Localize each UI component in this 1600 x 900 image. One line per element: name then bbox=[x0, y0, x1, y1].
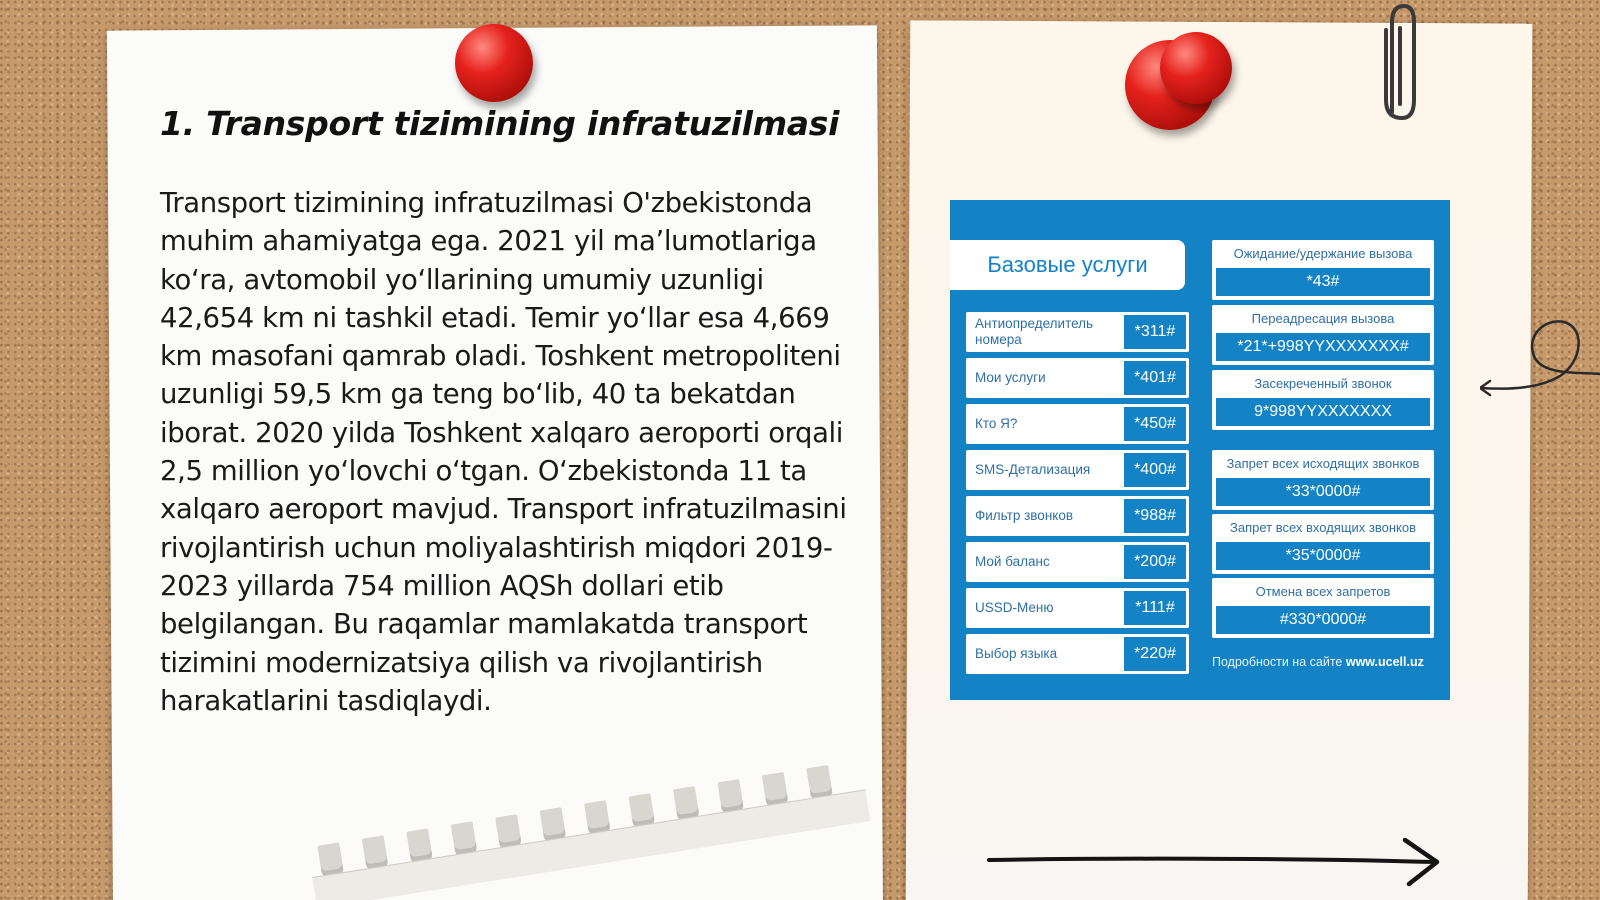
service-row bbox=[966, 634, 1189, 674]
option-block bbox=[1212, 450, 1434, 510]
option-block bbox=[1212, 370, 1434, 430]
service-code: *311# bbox=[1124, 315, 1186, 349]
option-label: Отмена всех запретов bbox=[1255, 584, 1391, 599]
option-block bbox=[1212, 578, 1434, 638]
service-code: *400# bbox=[1124, 453, 1186, 487]
service-row bbox=[966, 450, 1189, 490]
service-row bbox=[966, 358, 1189, 398]
service-code: *988# bbox=[1124, 499, 1186, 533]
card-footer bbox=[1212, 655, 1442, 675]
option-code: *43# bbox=[1216, 268, 1430, 296]
slide-paragraph: Transport tizimining infratuzilmasi O'zbekistonda muhim ahamiyatga ega. 2021 yil ma’lumotlariga ko‘ra, avtomobil yo‘llarining umumiy uzunligi 42,654 km ni tashkil etadi. Temir yo‘llar esa 4,669 km masofani qamrab oladi. Toshkent metropoliteni uzunligi 59,5 km ga teng bo‘lib, 40 ta bekatdan iborat. 2020 yilda Toshkent xalqaro aeroporti orqali 2,5 million yo‘lovchi o‘tgan. O‘zbekistonda 11 ta xalqaro aeroport mavjud. Transport infratuzilmasini rivojlantirish uchun moliyalashtirish miqdori 2019-2023 yillarda 754 million AQSh dollari etib belgilangan. Bu raqamlar mamlakatda transport tizimini modernizatsiya qilish va rivojlantirish harakatlarini tasdiqlaydi. bbox=[160, 187, 847, 717]
services-card bbox=[950, 200, 1450, 700]
service-row bbox=[966, 312, 1189, 352]
service-code: *111# bbox=[1124, 591, 1186, 625]
option-label: Переадресация вызова bbox=[1251, 311, 1395, 326]
option-label: Запрет всех исходящих звонков bbox=[1226, 456, 1420, 471]
service-name: Мои услуги bbox=[975, 370, 1046, 385]
option-code: *35*0000# bbox=[1216, 542, 1430, 570]
option-code: #330*0000# bbox=[1216, 606, 1430, 634]
service-row bbox=[966, 542, 1189, 582]
option-code: *21*+998YYXXXXXXX# bbox=[1216, 333, 1430, 361]
option-code: *33*0000# bbox=[1216, 478, 1430, 506]
service-code: *401# bbox=[1124, 361, 1186, 395]
option-block bbox=[1212, 240, 1434, 300]
slide-title: 1. Transport tizimining infratuzilmasi bbox=[160, 104, 840, 143]
option-label: Засекреченный звонок bbox=[1254, 376, 1392, 391]
option-block bbox=[1212, 514, 1434, 574]
service-name: USSD-Меню bbox=[975, 600, 1054, 615]
footer-link[interactable]: www.ucell.uz bbox=[1345, 655, 1424, 669]
service-name: Фильтр звонков bbox=[975, 508, 1074, 523]
service-name: Мой баланс bbox=[975, 554, 1050, 569]
service-name: SMS-Детализация bbox=[975, 462, 1091, 477]
option-code: 9*998YYXXXXXXX bbox=[1216, 398, 1430, 426]
service-name: Кто Я? bbox=[975, 416, 1018, 431]
service-name: Выбор языка bbox=[975, 646, 1058, 661]
paperclip-icon bbox=[1380, 0, 1420, 122]
option-label: Запрет всех входящих звонков bbox=[1229, 520, 1417, 535]
service-code: *220# bbox=[1124, 637, 1186, 671]
loop-arrow-icon bbox=[1480, 310, 1600, 410]
card-title: Базовые услуги bbox=[950, 240, 1185, 290]
service-code: *450# bbox=[1124, 407, 1186, 441]
push-pin-icon bbox=[455, 24, 533, 102]
service-row bbox=[966, 588, 1189, 628]
service-name: Антиопределитель номера bbox=[975, 316, 1094, 347]
service-row bbox=[966, 496, 1189, 536]
footer-text: Подробности на сайте bbox=[1212, 655, 1343, 669]
option-label: Ожидание/удержание вызова bbox=[1233, 246, 1413, 261]
arrow-right-icon bbox=[985, 838, 1445, 888]
service-row bbox=[966, 404, 1189, 444]
service-code: *200# bbox=[1124, 545, 1186, 579]
option-block bbox=[1212, 305, 1434, 365]
push-pin-icon bbox=[1160, 32, 1232, 104]
